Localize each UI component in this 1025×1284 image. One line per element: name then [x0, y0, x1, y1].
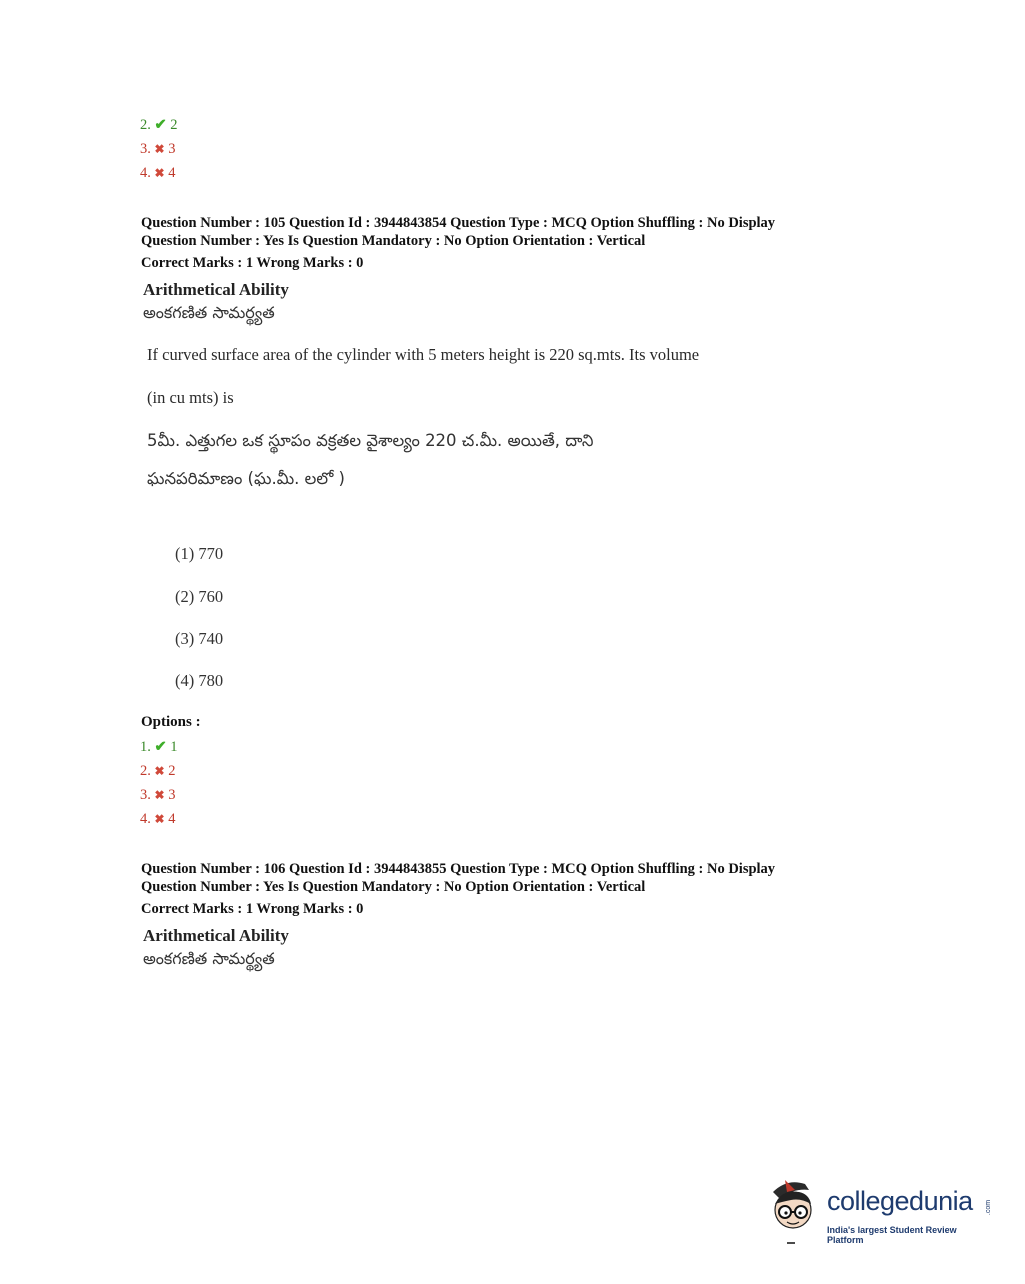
answer-choice: (2) 760	[175, 587, 224, 606]
marks-line: Correct Marks : 1 Wrong Marks : 0	[141, 901, 364, 917]
question-meta-line: Question Number : 106 Question Id : 3944843855 Question Type : MCQ Option Shuffling : No Display	[141, 861, 776, 877]
option-value: 4	[168, 165, 176, 181]
option-value: 2	[168, 763, 176, 779]
marks-line: Correct Marks : 1 Wrong Marks : 0	[141, 255, 364, 271]
option-value: 3	[168, 141, 176, 157]
section-title-telugu: అంకగణిత సామర్థ్యత	[143, 303, 275, 322]
question-text: If curved surface area of the cylinder with 5 meters height is 220 sq.mts. Its volume	[147, 345, 700, 364]
option-row	[140, 762, 175, 780]
mascot-icon	[765, 1176, 825, 1246]
question-meta-line: Question Number : Yes Is Question Mandatory : No Option Orientation : Vertical	[141, 879, 646, 895]
check-icon: ✔	[154, 739, 167, 755]
option-number: 3.	[140, 141, 151, 157]
logo-suffix: .com	[985, 1199, 993, 1216]
answer-choice: (1) 770	[175, 544, 224, 563]
option-value: 4	[168, 811, 176, 827]
cross-icon: ✖	[154, 812, 165, 826]
section-title: Arithmetical Ability	[143, 926, 289, 945]
cross-icon: ✖	[154, 764, 165, 778]
question-text-telugu: 5మీ. ఎత్తుగల ఒక స్థూపం వక్రతల వైశాల్యం 220 చ.మీ. అయితే, దాని	[147, 431, 594, 450]
option-value: 3	[168, 787, 176, 803]
collegedunia-logo	[765, 1176, 995, 1246]
option-row	[140, 786, 175, 804]
option-number: 1.	[140, 739, 151, 755]
option-number: 4.	[140, 165, 151, 181]
option-row	[140, 164, 175, 182]
option-value: 1	[170, 739, 178, 755]
logo-wordmark: collegedunia	[827, 1186, 973, 1216]
option-row	[140, 116, 178, 134]
answer-choice: (3) 740	[175, 629, 224, 648]
section-title-telugu: అంకగణిత సామర్థ్యత	[143, 949, 275, 968]
option-row	[140, 140, 175, 158]
question-meta-line: Question Number : 105 Question Id : 3944843854 Question Type : MCQ Option Shuffling : No Display	[141, 215, 776, 231]
question-text: (in cu mts) is	[147, 388, 234, 407]
option-row	[140, 810, 175, 828]
answer-choice: (4) 780	[175, 671, 224, 690]
check-icon: ✔	[154, 117, 167, 133]
section-title: Arithmetical Ability	[143, 280, 289, 299]
option-number: 2.	[140, 117, 151, 133]
question-meta-line: Question Number : Yes Is Question Mandatory : No Option Orientation : Vertical	[141, 233, 646, 249]
option-number: 4.	[140, 811, 151, 827]
option-value: 2	[170, 117, 178, 133]
option-row	[140, 738, 178, 756]
cross-icon: ✖	[154, 142, 165, 156]
cross-icon: ✖	[154, 788, 165, 802]
options-label: Options :	[141, 714, 201, 730]
question-text-telugu: ఘనపరిమాణం (ఘ.మీ. లలో )	[147, 469, 345, 488]
option-number: 2.	[140, 763, 151, 779]
logo-tagline: India's largest Student Review Platform	[827, 1225, 957, 1245]
cross-icon: ✖	[154, 166, 165, 180]
option-number: 3.	[140, 787, 151, 803]
